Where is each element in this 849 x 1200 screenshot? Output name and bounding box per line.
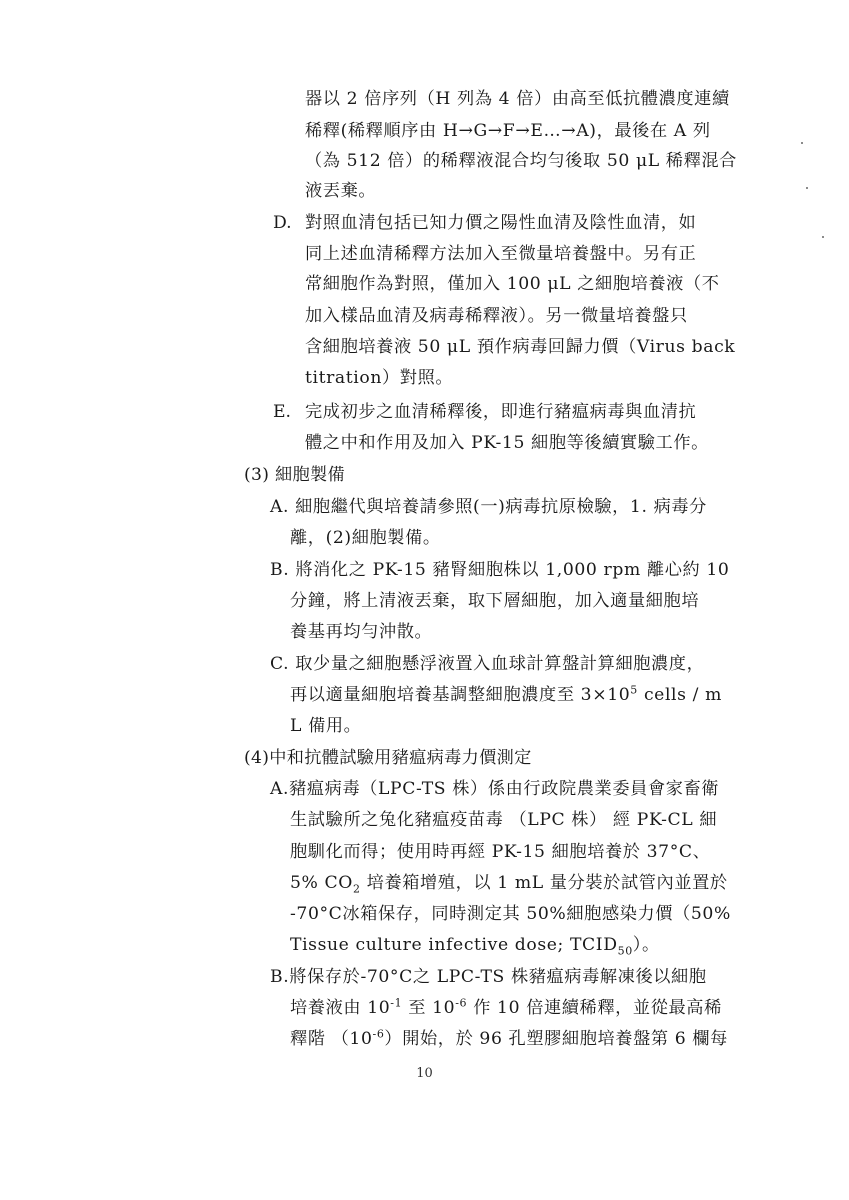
text-line: A.豬瘟病毒（LPC-TS 株）係由行政院農業委員會家畜衛 bbox=[270, 779, 720, 799]
text-line: 釋階 $(10^{-6})$開始，於 96 孔塑膠細胞培養盤第 6 欄每 bbox=[290, 1027, 728, 1049]
text-line: 常細胞作為對照，僅加入 100 μL 之細胞培養液（不 bbox=[305, 274, 720, 294]
text-line: B.將保存於-70°C之 LPC-TS 株豬瘟病毒解凍後以細胞 bbox=[270, 967, 707, 987]
text-line: 完成初步之血清稀釋後，即進行豬瘟病毒與血清抗 bbox=[305, 402, 697, 422]
list-marker: E. bbox=[273, 402, 292, 422]
text-line: A. 細胞繼代與培養請參照(一)病毒抗原檢驗，1. 病毒分 bbox=[270, 497, 707, 517]
scan-speck bbox=[822, 236, 824, 238]
text-line: 養基再均勻沖散。 bbox=[290, 622, 433, 642]
text-line: 生試驗所之兔化豬瘟疫苗毒 （LPC 株） 經 PK-CL 細 bbox=[290, 810, 718, 830]
text-line: 再以適量細胞培養基調整細胞濃度至 $3\times 10^5$ cells / m bbox=[290, 683, 722, 705]
text-line: B. 將消化之 PK-15 豬腎細胞株以 1,000 rpm 離心約 10 bbox=[270, 560, 730, 580]
text-line: 離，(2)細胞製備。 bbox=[290, 528, 441, 548]
page-number: 10 bbox=[416, 1066, 433, 1081]
text-line: 加入樣品血清及病毒稀釋液）。另一微量培養盤只 bbox=[305, 306, 688, 326]
section-heading: (4)中和抗體試驗用豬瘟病毒力價測定 bbox=[244, 748, 532, 768]
text-line: 胞馴化而得；使用時再經 PK-15 細胞培養於 37°C、 bbox=[290, 842, 711, 862]
text-line: L 備用。 bbox=[290, 716, 362, 736]
scan-speck bbox=[806, 187, 808, 189]
text-line: 培養液由 $10^{-1}$ 至 $10^{-6}$ 作 10 倍連續稀釋，並從最高稀 bbox=[290, 996, 722, 1018]
text-line: 稀釋(稀釋順序由 H→G→F→E…→A)，最後在 A 列 bbox=[305, 121, 711, 141]
text-line: 分鐘，將上清液丟棄，取下層細胞，加入適量細胞培 bbox=[290, 591, 700, 611]
text-line: 液丟棄。 bbox=[305, 181, 377, 201]
text-line: 5% $CO_2$ 培養箱增殖，以 1 mL 量分裝於試管內並置於 bbox=[290, 873, 728, 896]
text-line: 體之中和作用及加入 PK-15 細胞等後續實驗工作。 bbox=[305, 433, 709, 453]
text-line: 器以 2 倍序列（H 列為 4 倍）由高至低抗體濃度連續 bbox=[305, 89, 730, 109]
text-line: titration）對照。 bbox=[305, 368, 454, 388]
section-heading: (3) 細胞製備 bbox=[244, 465, 345, 485]
text-line: 同上述血清稀釋方法加入至微量培養盤中。另有正 bbox=[305, 244, 697, 264]
text-line: （為 512 倍）的稀釋液混合均勻後取 50 μL 稀釋混合 bbox=[305, 151, 737, 171]
scan-speck bbox=[801, 142, 803, 144]
list-marker: D. bbox=[273, 213, 292, 233]
text-line: C. 取少量之細胞懸浮液置入血球計算盤計算細胞濃度， bbox=[270, 654, 705, 674]
text-line: -70°C冰箱保存，同時測定其 50%細胞感染力價（50% bbox=[290, 904, 731, 924]
text-line: Tissue culture infective dose; $TCID_{50}$）。 bbox=[290, 935, 660, 958]
text-line: 含細胞培養液 50 μL 預作病毒回歸力價（Virus back bbox=[305, 337, 736, 357]
text-line: 對照血清包括已知力價之陽性血清及陰性血清，如 bbox=[305, 213, 697, 233]
